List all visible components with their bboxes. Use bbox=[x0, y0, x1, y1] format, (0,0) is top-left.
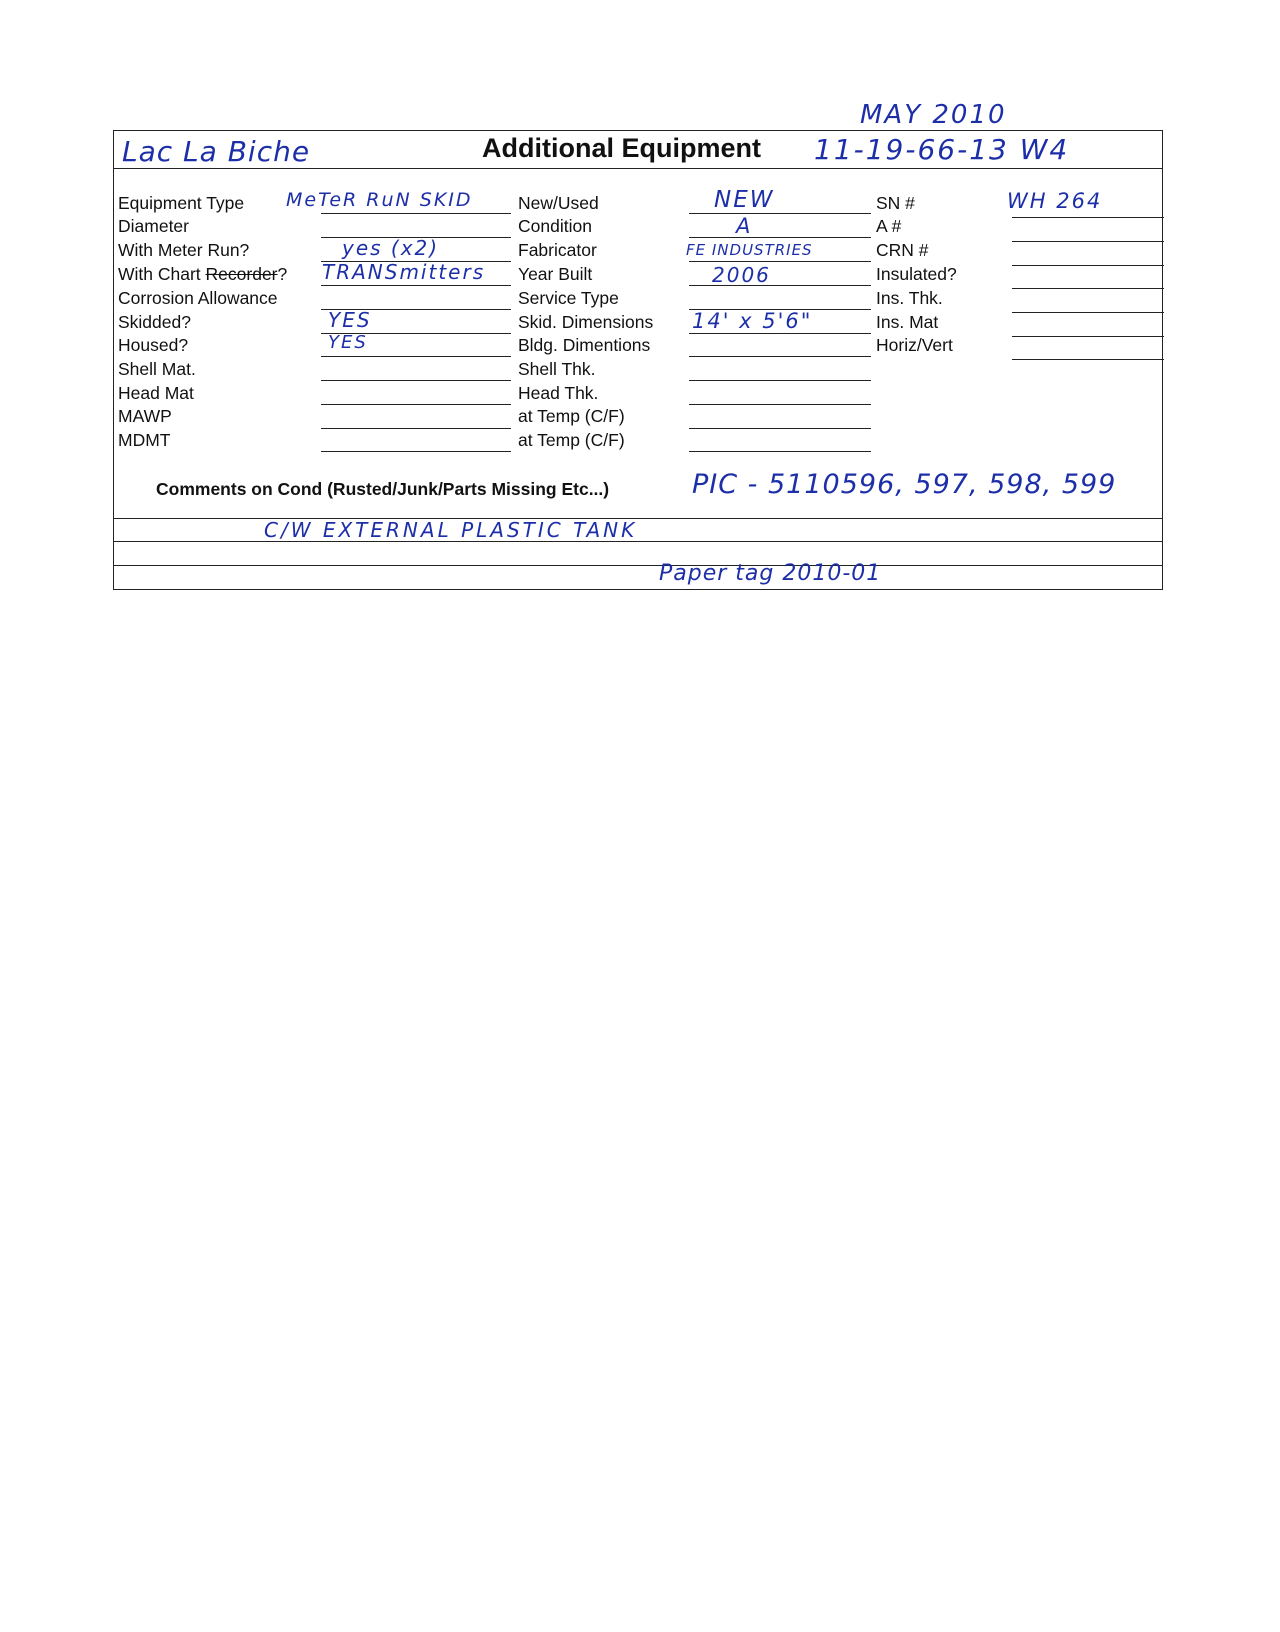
field-with-chart[interactable] bbox=[321, 285, 511, 286]
field-new-used[interactable] bbox=[689, 213, 871, 214]
label-equipment-type: Equipment Type bbox=[118, 193, 245, 213]
label-mdmt: MDMT bbox=[118, 430, 171, 450]
label-sn: SN # bbox=[876, 193, 915, 213]
field-bldg-dimentions[interactable] bbox=[689, 356, 871, 357]
comments-line-2 bbox=[114, 541, 1162, 542]
value-housed: YES bbox=[328, 332, 368, 353]
field-shell-mat[interactable] bbox=[321, 380, 511, 381]
field-ins-mat[interactable] bbox=[1012, 336, 1164, 337]
value-comment-line-1: C/W EXTERNAL PLASTIC TANK bbox=[264, 518, 638, 542]
label-year-built: Year Built bbox=[518, 264, 593, 284]
label-bldg-dimentions: Bldg. Dimentions bbox=[518, 335, 651, 355]
value-skid-dimensions: 14' x 5'6" bbox=[692, 309, 813, 333]
label-recorder-struck: Recorder bbox=[205, 264, 278, 284]
field-skid-dimensions[interactable] bbox=[689, 333, 871, 334]
value-equipment-type: MeTeR RuN SKID bbox=[286, 189, 473, 211]
label-with-meter-run: With Meter Run? bbox=[118, 240, 250, 260]
field-at-temp-2[interactable] bbox=[689, 451, 871, 452]
location-handwritten: Lac La Biche bbox=[122, 135, 311, 168]
label-head-mat: Head Mat bbox=[118, 383, 194, 403]
value-comment-line-3: Paper tag 2010-01 bbox=[659, 561, 882, 586]
field-crn[interactable] bbox=[1012, 265, 1164, 266]
value-with-meter-run: yes (x2) bbox=[342, 236, 440, 260]
form-title: Additional Equipment bbox=[482, 133, 761, 163]
value-condition: A bbox=[736, 214, 753, 238]
label-condition: Condition bbox=[518, 216, 592, 236]
label-horiz-vert: Horiz/Vert bbox=[876, 335, 953, 355]
value-pic-numbers: PIC - 5110596, 597, 598, 599 bbox=[692, 469, 1117, 500]
label-at-temp-2: at Temp (C/F) bbox=[518, 430, 625, 450]
label-with-chart-prefix: With Chart bbox=[118, 264, 206, 284]
comments-line-3 bbox=[114, 565, 1162, 566]
label-ins-thk: Ins. Thk. bbox=[876, 288, 943, 308]
label-a-number: A # bbox=[876, 216, 902, 236]
label-ins-mat: Ins. Mat bbox=[876, 312, 939, 332]
field-head-thk[interactable] bbox=[689, 404, 871, 405]
label-mawp: MAWP bbox=[118, 406, 172, 426]
lsd-handwritten: 11-19-66-13 W4 bbox=[814, 133, 1070, 166]
value-sn: WH 264 bbox=[1007, 189, 1103, 213]
field-head-mat[interactable] bbox=[321, 404, 511, 405]
value-year-built: 2006 bbox=[712, 263, 771, 287]
label-service-type: Service Type bbox=[518, 288, 619, 308]
field-fabricator[interactable] bbox=[689, 261, 871, 262]
field-at-temp-1[interactable] bbox=[689, 428, 871, 429]
label-at-temp-1: at Temp (C/F) bbox=[518, 406, 625, 426]
label-with-chart-recorder bbox=[118, 264, 287, 285]
field-equipment-type[interactable] bbox=[321, 213, 511, 214]
value-with-chart: TRANSmitters bbox=[322, 260, 486, 284]
label-with-chart-suffix: ? bbox=[277, 264, 288, 284]
field-sn[interactable] bbox=[1012, 217, 1164, 218]
label-skid-dimensions: Skid. Dimensions bbox=[518, 312, 654, 332]
field-ins-thk[interactable] bbox=[1012, 312, 1164, 313]
label-new-used: New/Used bbox=[518, 193, 599, 213]
field-shell-thk[interactable] bbox=[689, 380, 871, 381]
value-skidded: YES bbox=[328, 308, 372, 332]
value-new-used: NEW bbox=[714, 187, 775, 213]
field-condition[interactable] bbox=[689, 237, 871, 238]
field-horiz-vert[interactable] bbox=[1012, 359, 1164, 360]
header-divider bbox=[114, 168, 1162, 169]
value-fabricator: FE INDUSTRIES bbox=[686, 241, 813, 259]
label-fabricator: Fabricator bbox=[518, 240, 597, 260]
label-crn: CRN # bbox=[876, 240, 929, 260]
field-insulated[interactable] bbox=[1012, 288, 1164, 289]
label-insulated: Insulated? bbox=[876, 264, 957, 284]
label-diameter: Diameter bbox=[118, 216, 189, 236]
label-corrosion-allowance: Corrosion Allowance bbox=[118, 288, 278, 308]
field-mdmt[interactable] bbox=[321, 451, 511, 452]
label-shell-thk: Shell Thk. bbox=[518, 359, 596, 379]
field-a-number[interactable] bbox=[1012, 241, 1164, 242]
label-shell-mat: Shell Mat. bbox=[118, 359, 196, 379]
handwritten-date: MAY 2010 bbox=[860, 100, 1007, 130]
label-head-thk: Head Thk. bbox=[518, 383, 599, 403]
additional-equipment-form bbox=[113, 130, 1163, 590]
label-comments: Comments on Cond (Rusted/Junk/Parts Missing Etc...) bbox=[156, 479, 610, 499]
field-housed[interactable] bbox=[321, 356, 511, 357]
label-skidded: Skidded? bbox=[118, 312, 191, 332]
label-housed: Housed? bbox=[118, 335, 189, 355]
field-mawp[interactable] bbox=[321, 428, 511, 429]
